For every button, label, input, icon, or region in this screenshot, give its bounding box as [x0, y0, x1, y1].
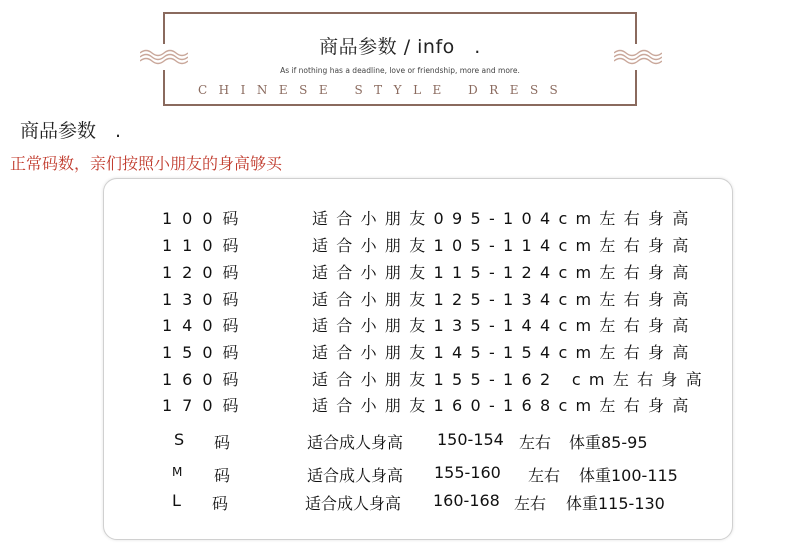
adult-size-approx: 左右 [519, 433, 552, 452]
kid-size-row [104, 287, 734, 313]
kid-size-desc: 适合小朋友105-114cm左右身高 [312, 236, 697, 255]
adult-size-letter: L [172, 491, 181, 510]
kid-size-desc: 适合小朋友115-124cm左右身高 [312, 263, 697, 282]
kid-size-code: 170码 [162, 396, 249, 415]
kid-size-code: 110码 [162, 236, 249, 255]
adult-size-weight: 体重85-95 [569, 433, 648, 452]
adult-size-unit: 码 [214, 433, 231, 452]
kid-size-row [104, 260, 734, 286]
adult-size-row [104, 463, 734, 489]
kid-size-code: 160码 [162, 370, 249, 389]
kid-size-row [104, 393, 734, 419]
kid-size-row [104, 313, 734, 339]
kid-size-desc: 适合小朋友145-154cm左右身高 [312, 343, 697, 362]
header-title: 商品参数 / info . [319, 36, 481, 58]
adult-size-range: 150-154 [437, 430, 504, 449]
adult-size-desc: 适合成人身高 [307, 433, 404, 452]
header-band-text: CHINESE STYLE DRESS [198, 83, 570, 97]
adult-size-letter: S [174, 430, 185, 449]
kid-size-row [104, 367, 734, 393]
adult-size-row [104, 430, 734, 456]
adult-size-approx: 左右 [528, 466, 561, 485]
adult-size-row [104, 491, 734, 517]
kid-size-code: 150码 [162, 343, 249, 362]
adult-size-range: 160-168 [433, 491, 500, 510]
adult-size-range: 155-160 [434, 463, 501, 482]
kid-size-code: 130码 [162, 290, 249, 309]
adult-size-desc: 适合成人身高 [307, 466, 404, 485]
kid-size-desc: 适合小朋友160-168cm左右身高 [312, 396, 697, 415]
kid-size-row [104, 340, 734, 366]
section-title: 商品参数 . [20, 120, 122, 142]
kid-size-code: 120码 [162, 263, 249, 282]
adult-size-unit: 码 [214, 466, 231, 485]
kid-size-desc: 适合小朋友155-162 cm左右身高 [312, 370, 711, 389]
section-note: 正常码数，亲们按照小朋友的身高够买 [10, 154, 283, 173]
kid-size-code: 100码 [162, 209, 249, 228]
kid-size-desc: 适合小朋友135-144cm左右身高 [312, 316, 697, 335]
kid-size-row [104, 206, 734, 232]
kid-size-desc: 适合小朋友125-134cm左右身高 [312, 290, 697, 309]
kid-size-code: 140码 [162, 316, 249, 335]
adult-size-desc: 适合成人身高 [305, 494, 402, 513]
header-subtitle: As if nothing has a deadline, love or friendship, more and more. [280, 66, 520, 75]
kid-size-desc: 适合小朋友095-104cm左右身高 [312, 209, 697, 228]
adult-size-unit: 码 [212, 494, 229, 513]
adult-size-letter: M [172, 465, 183, 479]
size-chart-card [103, 178, 733, 540]
kid-size-row [104, 233, 734, 259]
adult-size-weight: 体重100-115 [579, 466, 678, 485]
adult-size-approx: 左右 [514, 494, 547, 513]
adult-size-weight: 体重115-130 [566, 494, 665, 513]
